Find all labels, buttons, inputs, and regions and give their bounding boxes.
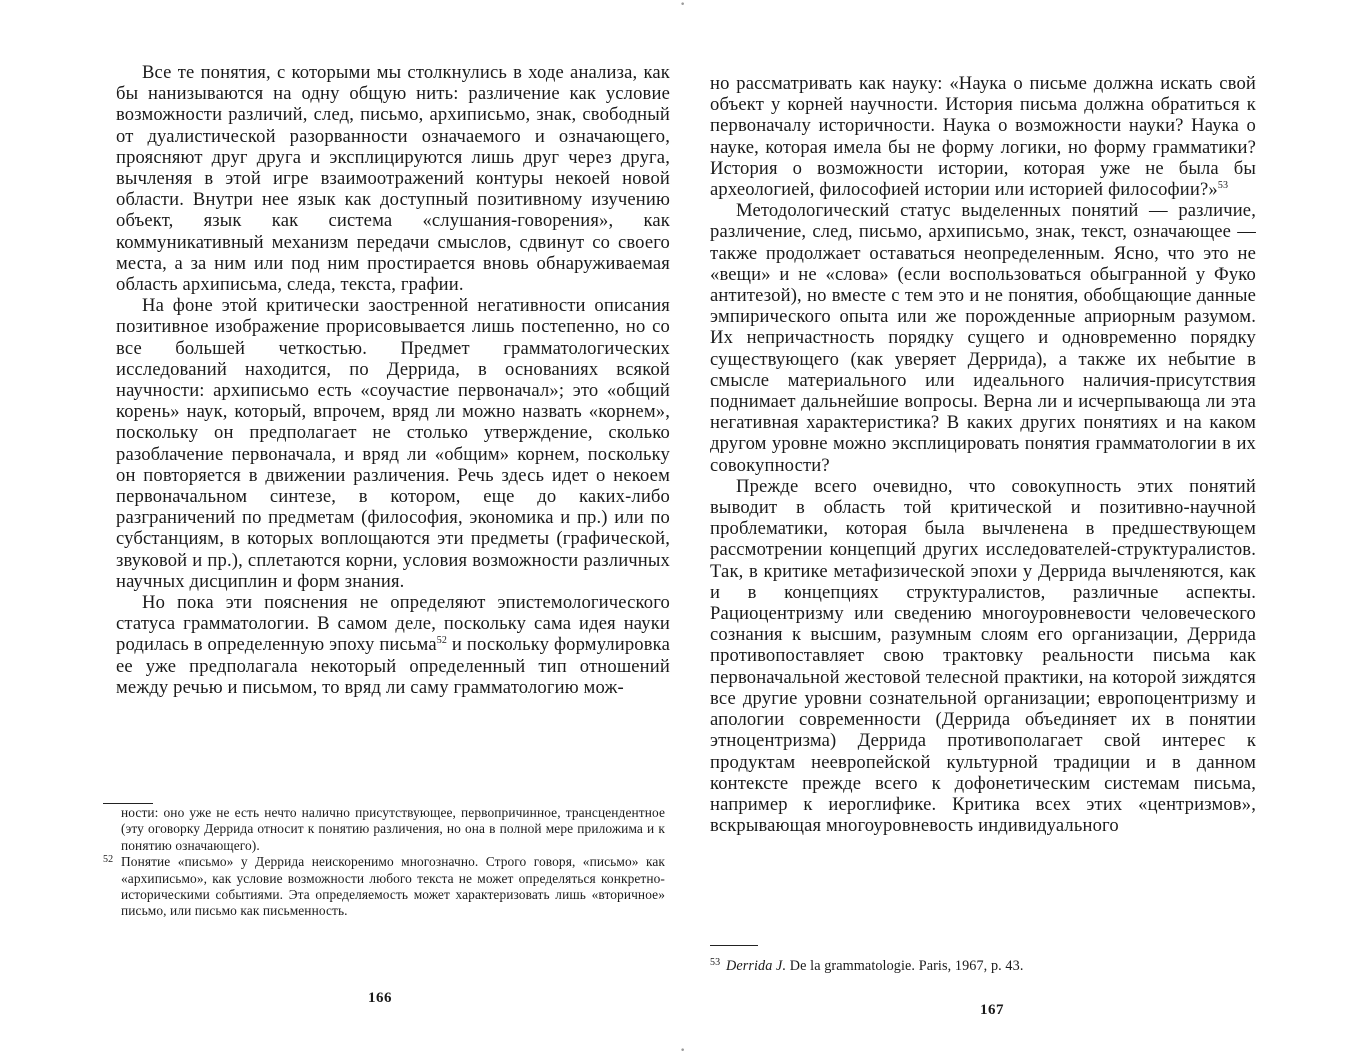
footnote-53 bbox=[710, 958, 1256, 974]
left-paragraph-1: Все те понятия, с которыми мы столкнулись в ходе анализа, как бы нанизываются на одну общую нить: различение как условие возможности различий, след, письмо, архиписьмо, знак, свободный от дуалистической разорванности означаемого и означающего, проясняют друг друга и эксплицируются лишь друг через друга, вычленяя в этой игре взаимоотражений контуры некоей новой области. Внутри нее язык как доступный позитивному изучению объект, язык как система «слушания-говорения», как коммуникативный механизм передачи смыслов, сдвинут со своего места, а за ним или под ним простирается вновь обнаруживаемая область архиписьма, следа, текста, графии. bbox=[116, 62, 670, 296]
right-footnotes bbox=[710, 958, 1256, 974]
left-paragraph-3 bbox=[116, 592, 670, 698]
right-paragraph-1: Методологический статус выделенных понятий — различие, различение, след, письмо, архиписьмо, знак, текст, означающее — также продолжает оставаться неопределенным. Ясно, что это не «вещи» и не «слова» (если воспользоваться обыгранной у Фуко антитезой), но вместе с тем это и не понятия, обобщающие данные эмпирического опыта или же порожденные априорным разумом. Их непричастность порядку сущего и одновременно порядку существующего (как уверяет Деррида), а также их небытие в смысле материального или идеального наличия-присутствия поднимает дальнейшие вопросы. Верна ли и исчерпывающа ли эта негативная характеристика? В каких других понятиях и на каком другом уровне можно эксплицировать понятия грамматологии в их совокупности? bbox=[710, 200, 1256, 476]
right-paragraph-2: Прежде всего очевидно, что совокупность этих понятий выводит в область той критической и позитивно-научной проблематики, которая была вычленена в предшествующем рассмотрении концепций других исследователей-структуралистов. Так, в критике метафизической эпохи у Деррида вычленяются, как и в концепциях структуралистов, различные аспекты. Рациоцентризму или сведению многоуровневости человеческого сознания к высшим, разумным слоям его организации, Деррида противопоставляет свою трактовку реальности письма как первоначальной жестовой телесной практики, на которой зиждятся все другие уровни сознательной организации; европоцентризму и апологии современности (Деррида объединяет их в понятии этноцентризма) Деррида противополагает свой интерес к продуктам неевропейской культурной традиции и в данном контексте прежде всего к дофонетическим системам письма, например к иероглифике. Критика всех этих «центризмов», вскрывающая многоуровневость индивидуального bbox=[710, 475, 1256, 837]
footnote-53-author: Derrida J. bbox=[726, 958, 787, 974]
page-number-right: 167 bbox=[980, 1002, 1004, 1018]
footnote-53-citation: De la grammatologie. Paris, 1967, p. 43. bbox=[786, 958, 1024, 974]
footnote-52-number: 52 bbox=[103, 854, 114, 866]
left-main-text bbox=[116, 62, 670, 698]
left-footnote-rule bbox=[103, 803, 153, 804]
footnote-ref-52: 52 bbox=[436, 635, 448, 647]
footnote-52-text: Понятие «письмо» у Деррида неискоренимо многозначно. Строго говоря, «письмо» как «архиписьмо», как условие возможности любого текста не может определяться конкретно-историческими событиями. Эта определяемость может характеризовать лишь «вторичное» письмо, или письмо как письменность. bbox=[121, 854, 665, 919]
left-paragraph-2: На фоне этой критически заостренной негативности описания позитивное изображение прорисовывается лишь постепенно, но со все большей четкостью. Предмет грамматологических исследований находится, по Деррида, в основаниях всякой научности: архиписьмо есть «соучастие первоначал»; это «общий корень» наук, который, впрочем, вряд ли можно назвать «корнем», поскольку он предполагает не столько утверждение, сколько разоблачение первоначала, и вряд ли «общим» корнем, поскольку он повторяется в движении различения. Речь здесь идет о некоем первоначальном синтезе, в котором, еще до каких-либо разграничений по предметам (философия, экономика и пр.) или по субстанциям, в которых воплощаются эти предметы (графической, звуковой и пр.), сплетаются корни, условия возможности различных научных дисциплин и форм знания. bbox=[116, 295, 670, 592]
footnote-52 bbox=[103, 854, 665, 920]
left-footnotes bbox=[103, 805, 665, 920]
right-page bbox=[683, 0, 1366, 1059]
right-continuation bbox=[710, 73, 1256, 200]
gutter-mark-top: • bbox=[680, 0, 686, 10]
right-footnote-rule bbox=[710, 945, 758, 946]
footnote-53-number: 53 bbox=[710, 957, 721, 968]
gutter-mark-bottom: • bbox=[680, 1046, 686, 1056]
footnote-continuation: ности: оно уже не есть нечто налично присутствующее, первопричинное, трансцендентное (эту оговорку Деррида относит к понятию различения, но она в полной мере приложима и к понятию означающего). bbox=[121, 805, 665, 853]
right-main-text bbox=[710, 73, 1256, 836]
footnote-ref-53: 53 bbox=[1217, 179, 1229, 191]
left-paragraph-3-part-1: Но пока эти пояснения не определяют эпистемологического статуса грамматологии. В самом деле, поскольку сама идея науки родилась в определенную эпоху письма bbox=[116, 592, 670, 656]
page-number-left: 166 bbox=[368, 990, 392, 1006]
left-paragraph-3-part-2: и поскольку формулировка ее уже предполагала некоторый определенный тип отношений между речью и письмом, то вряд ли саму грамматологию мож- bbox=[116, 634, 670, 698]
right-continuation-text: но рассматривать как науку: «Наука о письме должна искать свой объект у корней научности. История письма должна обратиться к первоначалу историчности. Наука о возможности науки? Наука о науке, которая имела бы не форму логики, но форму грамматики? История о возможности истории, которая уже не была бы археологией, философией истории или историей философии?» bbox=[710, 73, 1256, 201]
